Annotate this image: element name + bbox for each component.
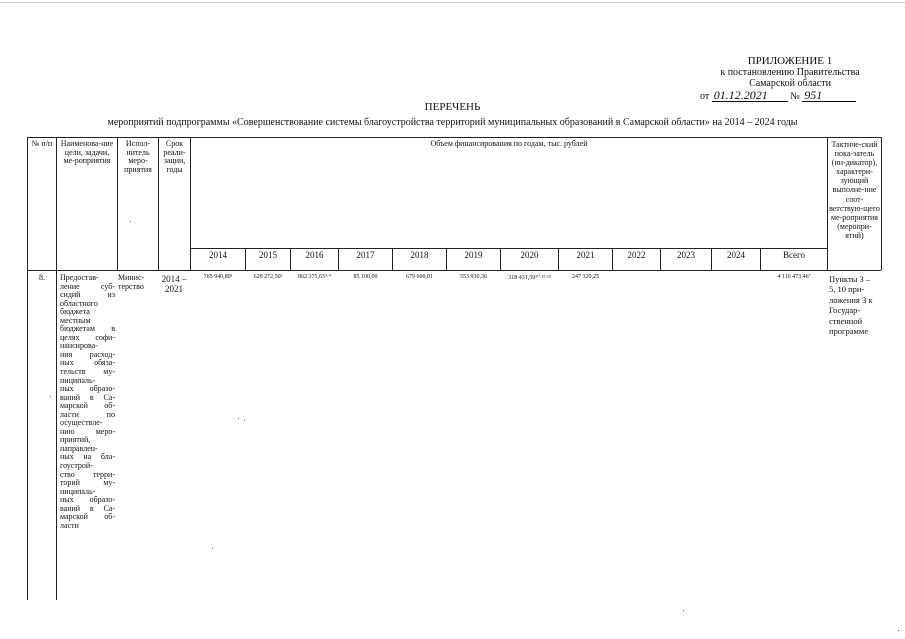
- appendix-heading: ПРИЛОЖЕНИЕ 1: [747, 55, 833, 67]
- funding-value: 553 930,36: [460, 274, 487, 280]
- scan-speck: [898, 630, 899, 631]
- row-name: [60, 274, 115, 530]
- funding-value: 247 320,25: [572, 274, 599, 280]
- name-line: ных образо-: [60, 495, 115, 505]
- name-line: ласти по: [60, 409, 115, 419]
- appendix-region-line: Самарской области: [749, 78, 831, 89]
- year-label: 2014: [209, 250, 227, 260]
- year-label: Всего: [782, 250, 806, 260]
- table-border-left: [27, 137, 28, 600]
- scan-top-edge: [0, 2, 905, 3]
- name-line: приятий,: [60, 435, 91, 445]
- name-line: областного: [60, 298, 98, 308]
- document-subtitle: мероприятий подпрограммы «Совершенствование системы благоустройства территорий муниципальных образований в Самарской области» на 2014 – 2024 годы: [107, 117, 798, 128]
- name-line: целях софи-: [60, 332, 115, 342]
- funding-value: 85 100,00: [353, 274, 378, 280]
- year-label: 2017: [356, 250, 375, 260]
- scan-speck: [50, 396, 51, 397]
- row-executor: Минис-терство: [118, 273, 145, 291]
- name-line: ство терри-: [60, 469, 115, 479]
- funding-value: 765 940,80¹: [203, 274, 233, 280]
- name-line: ных обяза-: [60, 358, 115, 368]
- header-name: Наименова-ние цели, задачи, ме-роприятия: [60, 139, 114, 166]
- scan-speck: [238, 418, 239, 419]
- name-line: ваний в Са-: [60, 392, 115, 402]
- name-line: тельств му-: [60, 367, 115, 377]
- col-divider-exec: [158, 137, 159, 270]
- name-line: нансирова-: [60, 341, 98, 351]
- year-label: 2020: [520, 250, 539, 260]
- row-num: 8.: [39, 273, 45, 282]
- year-label: 2024: [727, 250, 745, 260]
- name-line: местным: [60, 315, 91, 325]
- name-line: ных на бла-: [60, 452, 115, 462]
- name-line: направлен-: [60, 443, 98, 453]
- name-line: марской об-: [60, 401, 115, 411]
- funding-value: 318 431,59¹⁰·¹²·¹³: [508, 275, 551, 281]
- name-line: бюджета: [60, 307, 90, 317]
- col-divider-indicator: [827, 137, 828, 270]
- name-line: осуществле-: [60, 418, 103, 428]
- name-line: ниципаль-: [60, 375, 96, 385]
- appendix-ref-line: к постановлению Правительства: [720, 67, 860, 78]
- name-line: ния расход-: [60, 349, 115, 359]
- row-term: 2014 – 2021: [161, 274, 187, 294]
- table-border-right: [881, 137, 882, 270]
- col-divider-num: [56, 137, 57, 600]
- years-row-top-border: [190, 248, 827, 249]
- handwritten-date: 01.12.2021: [712, 90, 788, 102]
- scan-speck: [130, 221, 131, 222]
- year-label: 2015: [259, 250, 277, 260]
- header-funding: Объем финансирования по годам, тыс. рублей: [430, 139, 588, 148]
- name-line: торий му-: [60, 478, 115, 488]
- col-divider-name: [117, 137, 118, 270]
- header-term: Срок реали-зации, годы: [163, 139, 186, 174]
- name-line: ваний в Са-: [60, 503, 115, 513]
- scan-speck: [683, 610, 684, 611]
- funding-value: 862 375,65³·⁴: [298, 274, 331, 280]
- date-prefix: от: [700, 91, 710, 102]
- scan-speck: [212, 548, 213, 549]
- handwritten-number: 951: [802, 90, 856, 102]
- scan-speck: [244, 420, 245, 421]
- table-border-top: [27, 137, 881, 138]
- name-line: Предостав-: [60, 273, 99, 282]
- number-prefix: №: [790, 91, 800, 102]
- name-line: сидий из: [60, 290, 115, 300]
- name-line: ных образо-: [60, 384, 115, 394]
- name-line: марской об-: [60, 512, 115, 522]
- header-bottom-border: [27, 270, 881, 271]
- header-executor: Испол-нитель меро-приятия: [124, 139, 152, 174]
- year-label: 2021: [576, 250, 595, 260]
- appendix-block: [690, 56, 890, 102]
- funding-total: 4 116 473,46⁷: [777, 274, 811, 280]
- header-num: № п/п: [31, 139, 53, 148]
- year-label: 2023: [677, 250, 695, 260]
- year-label: 2022: [627, 250, 646, 260]
- row-indicator: Пункты 3 – 5, 10 при-ложения 3 к Государ-ственной программе: [829, 274, 873, 337]
- funding-value: 628 272,50²: [253, 274, 283, 280]
- name-line: нию меро-: [60, 426, 115, 436]
- year-label: 2019: [464, 250, 483, 260]
- header-indicator: Тактиче-ский пока-затель (ин-дикатор), характери-зующий выполне-ние соот-ветствую-щего ме-роприятия (меропри-ятий): [829, 140, 880, 240]
- document-title: ПЕРЕЧЕНЬ: [424, 101, 481, 113]
- name-line: ласти: [60, 520, 79, 530]
- name-line: ление суб-: [60, 281, 115, 291]
- name-line: ниципаль-: [60, 486, 96, 496]
- name-line: гоустрой-: [60, 461, 93, 471]
- funding-value: 679 600,81: [406, 274, 433, 280]
- year-label: 2016: [305, 250, 324, 260]
- year-label: 2018: [410, 250, 429, 260]
- name-line: бюджетам в: [60, 324, 115, 334]
